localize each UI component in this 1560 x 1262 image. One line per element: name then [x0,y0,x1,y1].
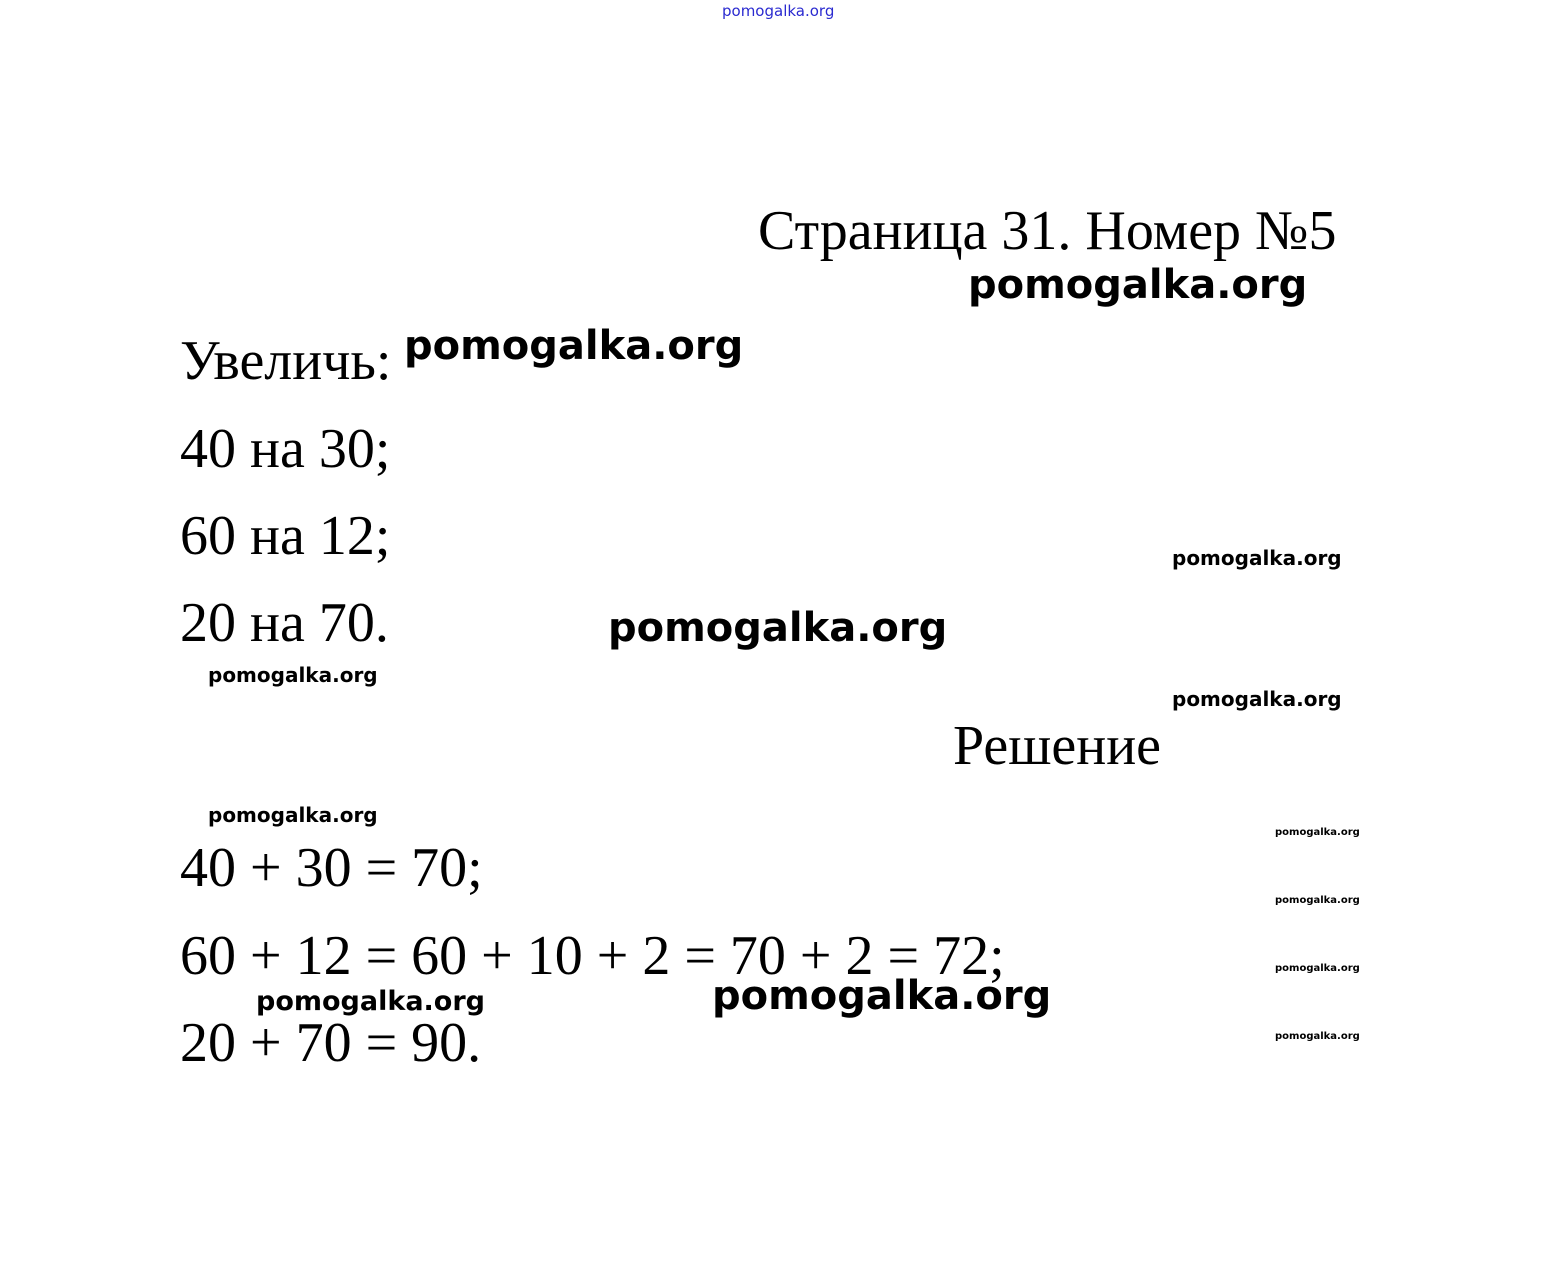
watermark: pomogalka.org [256,986,485,1017]
top-watermark: pomogalka.org [722,2,835,20]
watermark: pomogalka.org [1275,895,1360,906]
watermark: pomogalka.org [712,973,1052,1019]
solution-line: 20 + 70 = 90. [180,1012,482,1074]
watermark: pomogalka.org [1275,963,1360,974]
watermark: pomogalka.org [1172,687,1342,711]
watermark: pomogalka.org [208,803,378,827]
task-line: 60 на 12; [180,505,391,567]
task-prompt: Увеличь: [180,330,392,392]
solution-line: 60 + 12 = 60 + 10 + 2 = 70 + 2 = 72; [180,925,1005,987]
solution-heading: Решение [953,715,1162,777]
watermark: pomogalka.org [404,323,744,369]
watermark: pomogalka.org [608,605,948,651]
watermark: pomogalka.org [1172,546,1342,570]
page-title: Страница 31. Номер №5 [758,200,1337,262]
watermark: pomogalka.org [1275,1031,1360,1042]
watermark: pomogalka.org [968,262,1308,308]
watermark: pomogalka.org [1275,827,1360,838]
solution-line: 40 + 30 = 70; [180,837,483,899]
task-line: 40 на 30; [180,418,391,480]
task-line: 20 на 70. [180,592,389,654]
watermark: pomogalka.org [208,663,378,687]
